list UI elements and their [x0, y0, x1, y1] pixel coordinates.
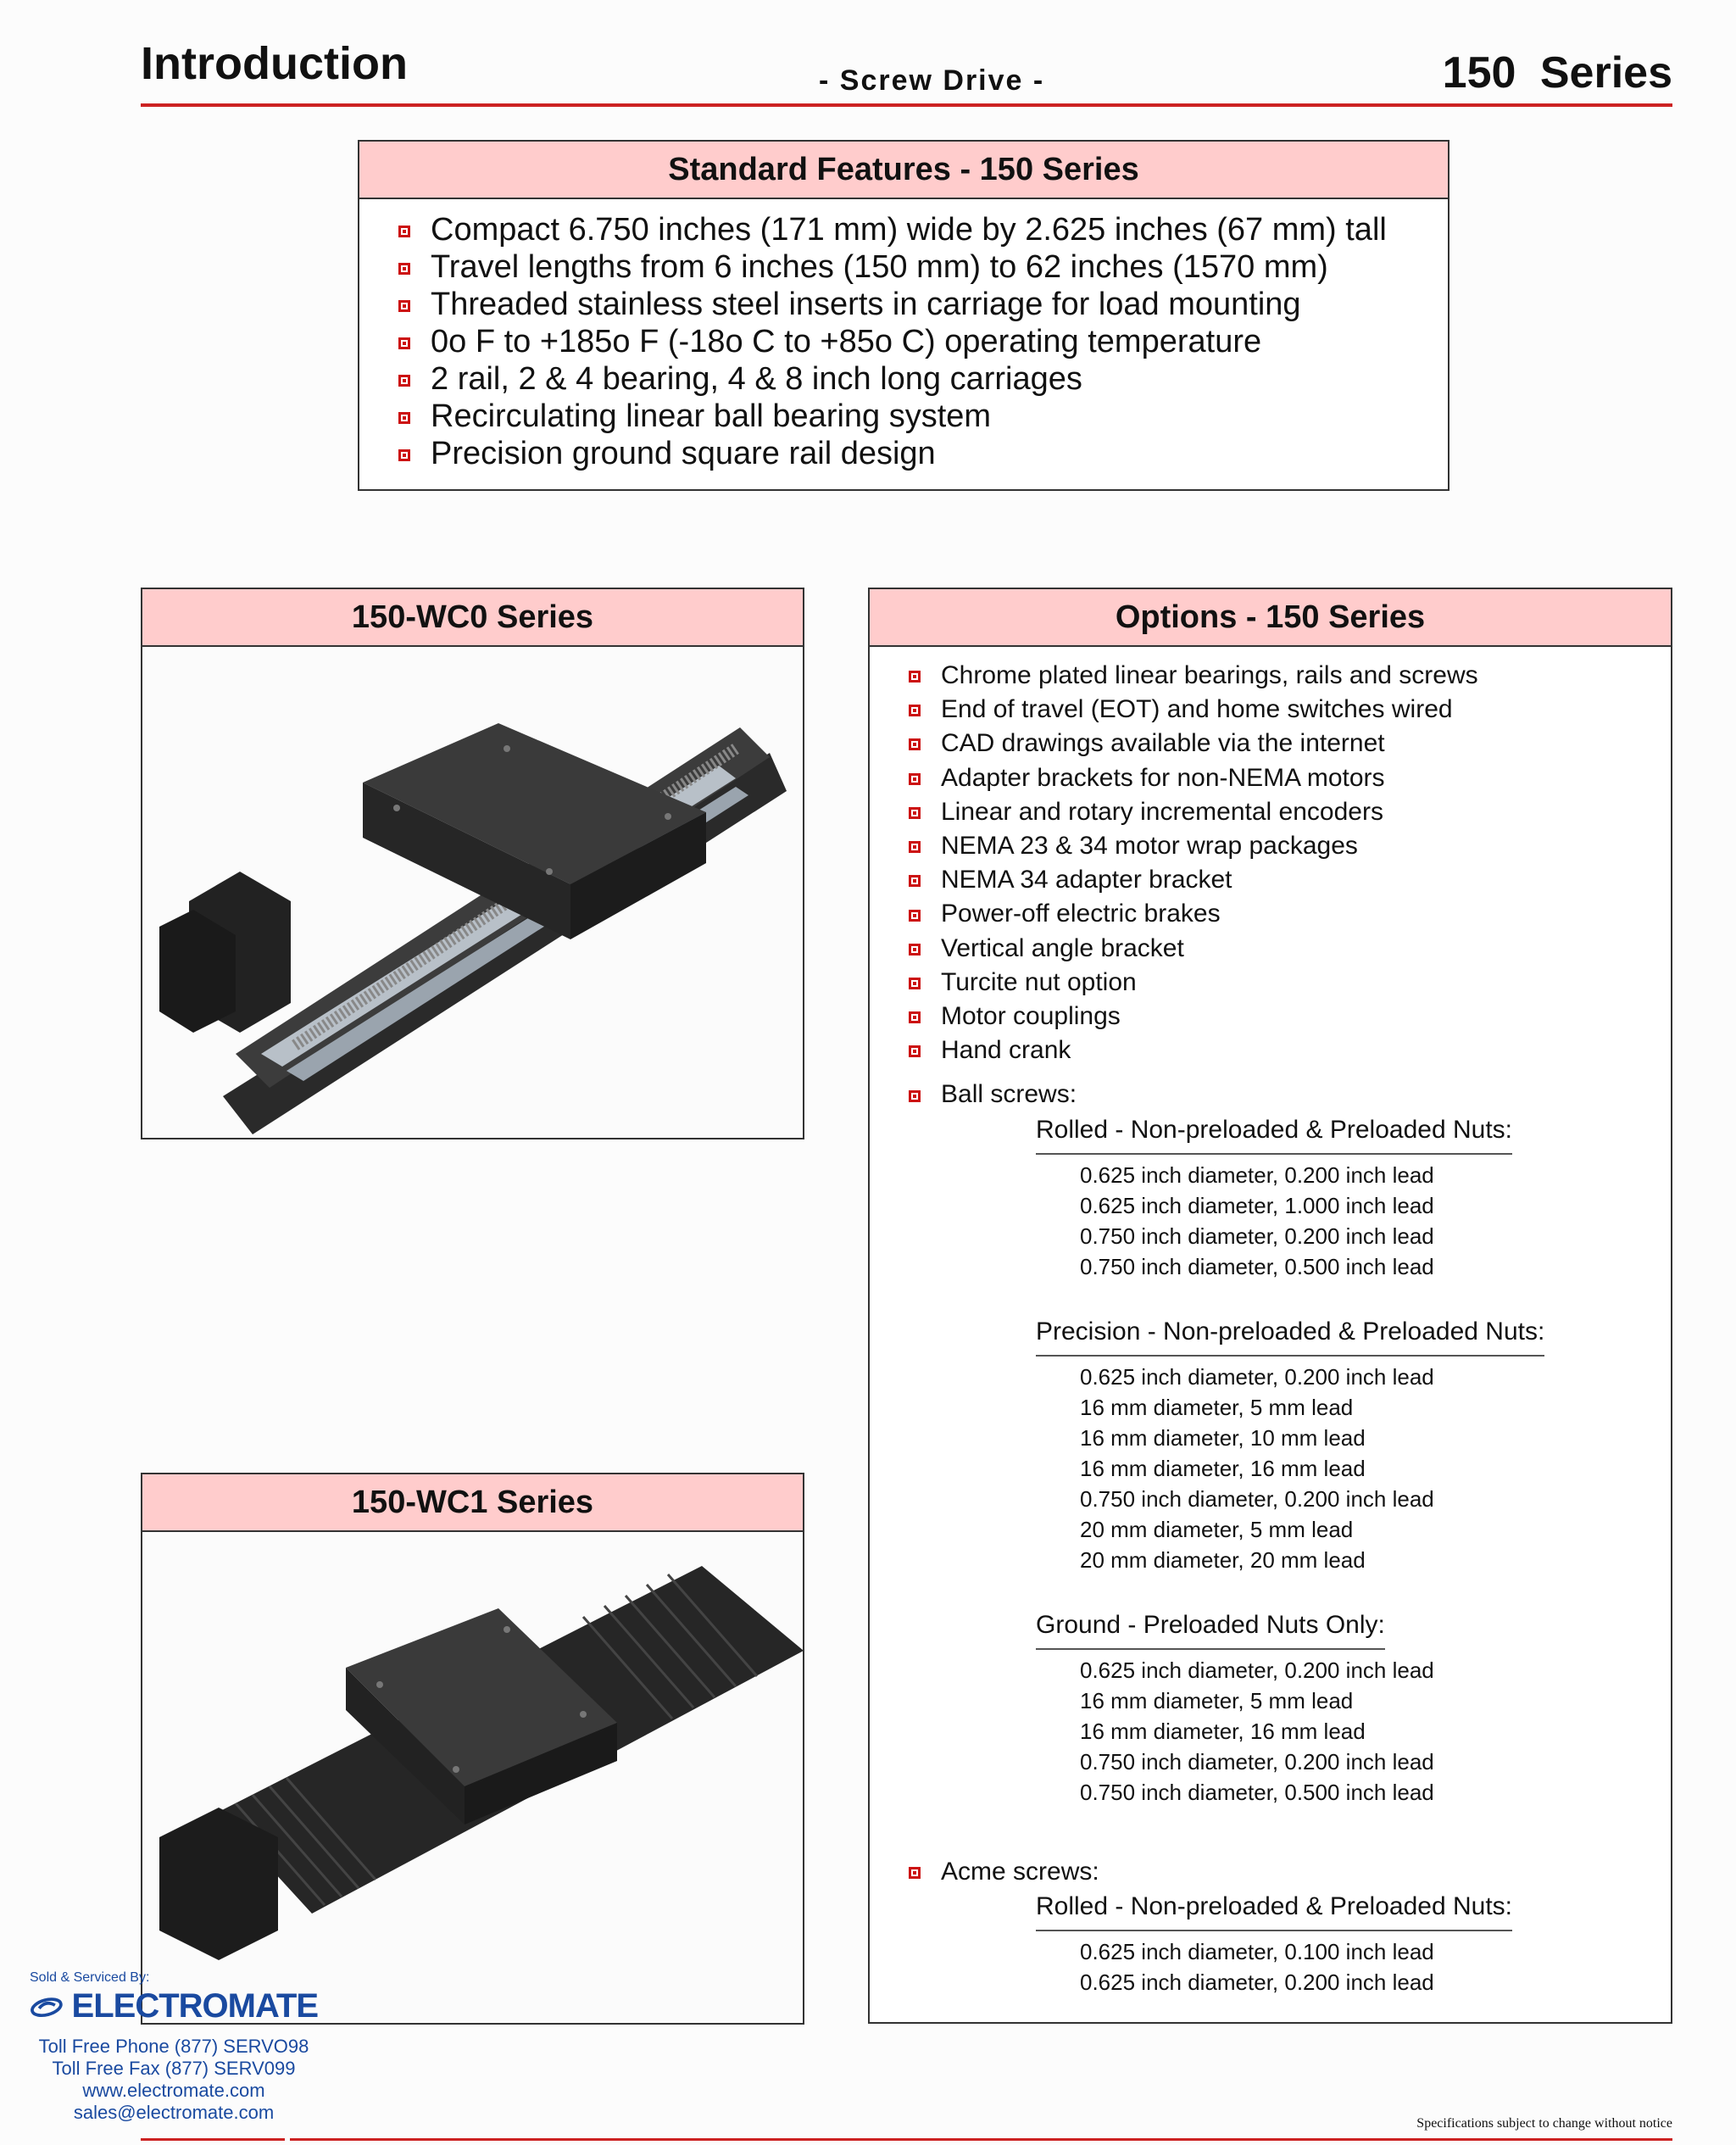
page-subtitle: - Screw Drive -: [819, 64, 1045, 97]
checkbox-bullet-icon: [909, 807, 921, 819]
spec-item: 0.625 inch diameter, 0.200 inch lead: [1080, 1657, 1434, 1683]
list-item: Recirculating linear ball bearing system: [398, 398, 1448, 435]
ball-rolled-heading: Rolled - Non-preloaded & Preloaded Nuts:: [1036, 1116, 1512, 1155]
list-item: Turcite nut option: [909, 966, 1671, 1000]
ball-screws-precision-section: [1036, 1318, 1671, 1575]
ball-precision-heading: Precision - Non-preloaded & Preloaded Nuts:: [1036, 1318, 1544, 1357]
checkbox-bullet-icon: [398, 449, 410, 461]
checkbox-bullet-icon: [909, 875, 921, 887]
list-item: NEMA 34 adapter bracket: [909, 863, 1671, 897]
contact-email[interactable]: sales@electromate.com: [73, 2102, 275, 2123]
checkbox-bullet-icon: [398, 337, 410, 349]
checkbox-bullet-icon: [909, 1045, 921, 1057]
list-item: Linear and rotary incremental encoders: [909, 795, 1671, 829]
list-item: End of travel (EOT) and home switches wired: [909, 693, 1671, 727]
list-item: Acme screws:: [909, 1855, 1671, 1889]
spec-item: 16 mm diameter, 10 mm lead: [1080, 1424, 1366, 1451]
checkbox-bullet-icon: [398, 412, 410, 424]
footer-notice: Specifications subject to change without notice: [1416, 2116, 1672, 2131]
options-content: [870, 647, 1671, 1997]
ball-ground-heading: Ground - Preloaded Nuts Only:: [1036, 1611, 1385, 1650]
list-item: Power-off electric brakes: [909, 897, 1671, 931]
contact-phone: Toll Free Phone (877) SERVO98: [38, 2036, 309, 2057]
checkbox-bullet-icon: [909, 1867, 921, 1879]
distributor-block: [30, 1970, 318, 2124]
spec-item: 16 mm diameter, 16 mm lead: [1080, 1455, 1366, 1481]
checkbox-bullet-icon: [398, 226, 410, 237]
spec-item: 0.750 inch diameter, 0.200 inch lead: [1080, 1485, 1434, 1512]
checkbox-bullet-icon: [909, 705, 921, 716]
spec-item: 0.750 inch diameter, 0.500 inch lead: [1080, 1253, 1434, 1279]
acme-rolled-heading: Rolled - Non-preloaded & Preloaded Nuts:: [1036, 1892, 1512, 1931]
page-title: Introduction: [141, 38, 408, 89]
electromate-logo-icon: [30, 1989, 67, 2025]
wc1-product-image: [142, 1532, 803, 2023]
spec-item: 0.750 inch diameter, 0.200 inch lead: [1080, 1748, 1434, 1774]
ball-screws-rolled-section: [1036, 1116, 1671, 1282]
options-title: Options - 150 Series: [870, 589, 1671, 647]
wc0-series-title: 150-WC0 Series: [142, 589, 803, 647]
list-item: Precision ground square rail design: [398, 435, 1448, 472]
brand-name: ELECTROMATE: [71, 1987, 318, 2025]
list-item: CAD drawings available via the internet: [909, 727, 1671, 760]
checkbox-bullet-icon: [909, 671, 921, 682]
wc1-series-title: 150-WC1 Series: [142, 1474, 803, 1532]
list-item: Chrome plated linear bearings, rails and screws: [909, 659, 1671, 693]
standard-features-title: Standard Features - 150 Series: [359, 142, 1448, 199]
standard-features-box: [358, 140, 1449, 491]
spec-item: 16 mm diameter, 5 mm lead: [1080, 1394, 1354, 1420]
acme-rolled-section: [1036, 1892, 1671, 1997]
ball-screws-ground-section: [1036, 1611, 1671, 1808]
series-title: 150 Series: [1442, 48, 1672, 98]
checkbox-bullet-icon: [909, 738, 921, 750]
checkbox-bullet-icon: [909, 1011, 921, 1023]
spec-item: 0.625 inch diameter, 1.000 inch lead: [1080, 1192, 1434, 1218]
checkbox-bullet-icon: [909, 978, 921, 989]
spec-item: 0.625 inch diameter, 0.200 inch lead: [1080, 1363, 1434, 1390]
wc0-series-box: [141, 588, 804, 1139]
checkbox-bullet-icon: [909, 841, 921, 853]
checkbox-bullet-icon: [909, 773, 921, 785]
spec-item: 20 mm diameter, 5 mm lead: [1080, 1516, 1354, 1542]
list-item: 0o F to +185o F (-18o C to +85o C) operating temperature: [398, 323, 1448, 360]
options-list: [909, 659, 1671, 1112]
spec-item: 0.625 inch diameter, 0.200 inch lead: [1080, 1969, 1434, 1995]
wc1-series-box: [141, 1473, 804, 2025]
spec-item: 0.625 inch diameter, 0.200 inch lead: [1080, 1162, 1434, 1188]
spec-item: 20 mm diameter, 20 mm lead: [1080, 1546, 1366, 1573]
checkbox-bullet-icon: [398, 300, 410, 312]
spec-item: 0.625 inch diameter, 0.100 inch lead: [1080, 1938, 1434, 1964]
list-item: Ball screws:: [909, 1078, 1671, 1112]
standard-features-list: [359, 199, 1448, 472]
list-item: 2 rail, 2 & 4 bearing, 4 & 8 inch long carriages: [398, 360, 1448, 398]
checkbox-bullet-icon: [398, 263, 410, 275]
list-item: Hand crank: [909, 1034, 1671, 1067]
bellows-stage-illustration: [142, 1532, 803, 2023]
list-item: Travel lengths from 6 inches (150 mm) to 62 inches (1570 mm): [398, 248, 1448, 286]
options-box: [868, 588, 1672, 2024]
spec-item: 0.750 inch diameter, 0.500 inch lead: [1080, 1779, 1434, 1805]
list-item: Adapter brackets for non-NEMA motors: [909, 761, 1671, 795]
spec-item: 0.750 inch diameter, 0.200 inch lead: [1080, 1223, 1434, 1249]
list-item: Vertical angle bracket: [909, 932, 1671, 966]
footer-divider: [290, 2138, 1672, 2141]
spec-item: 16 mm diameter, 16 mm lead: [1080, 1718, 1366, 1744]
checkbox-bullet-icon: [398, 375, 410, 387]
wc0-product-image: [142, 647, 803, 1138]
checkbox-bullet-icon: [909, 910, 921, 922]
checkbox-bullet-icon: [909, 1090, 921, 1102]
electromate-logo: [30, 1987, 318, 2025]
header-divider: [141, 103, 1672, 107]
linear-stage-illustration: [142, 647, 803, 1138]
list-item: Compact 6.750 inches (171 mm) wide by 2.625 inches (67 mm) tall: [398, 211, 1448, 248]
spec-item: 16 mm diameter, 5 mm lead: [1080, 1687, 1354, 1713]
contact-fax: Toll Free Fax (877) SERV099: [52, 2058, 296, 2079]
checkbox-bullet-icon: [909, 944, 921, 956]
footer-divider-left: [141, 2138, 285, 2141]
list-item: Threaded stainless steel inserts in carriage for load mounting: [398, 286, 1448, 323]
acme-list: [909, 1855, 1671, 1889]
sold-by-label: Sold & Serviced By:: [30, 1970, 150, 1985]
list-item: NEMA 23 & 34 motor wrap packages: [909, 829, 1671, 863]
contact-web[interactable]: www.electromate.com: [82, 2080, 265, 2101]
list-item: Motor couplings: [909, 1000, 1671, 1034]
